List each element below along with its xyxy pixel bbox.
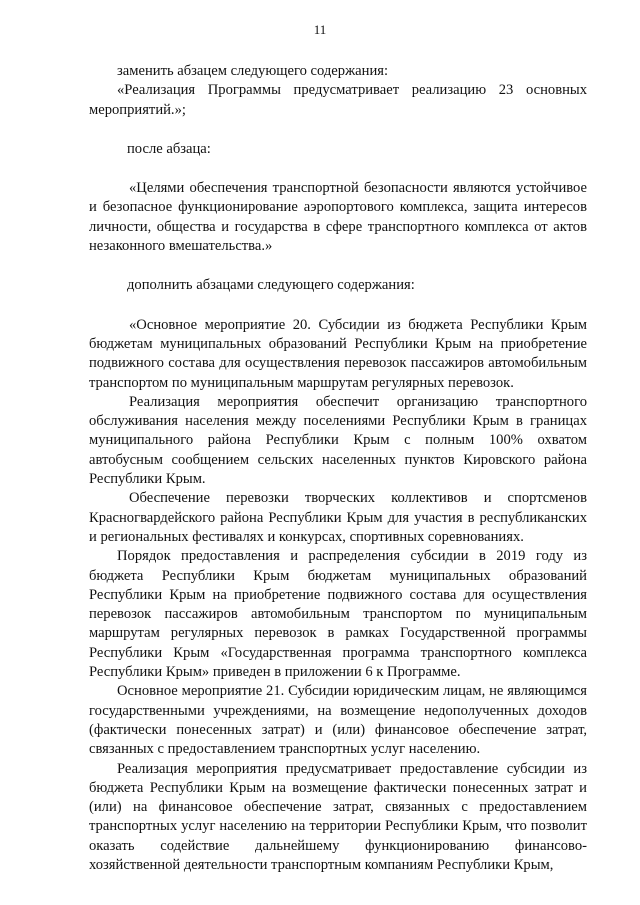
quote-transport-security: «Целями обеспечения транспортной безопасности являются устойчивое и безопасное функционирование аэропортового комплекса, защита интересов личности, общества и государства в сфере транспортного комплекса от актов незаконного вмешательства.» <box>89 180 587 255</box>
document-body <box>89 62 587 875</box>
measure-21-implementation: Реализация мероприятия предусматривает предоставление субсидии из бюджета Республики Крым на возмещение фактически понесенных затрат и (или) на финансовое обеспечение затрат, связанных с предоставлением транспортных услуг населению на территории Республики Крым, что позволит оказать содействие дальнейшему функционированию финансово-хозяйственной деятельности транспортным компаниям Республики Крым, <box>89 760 587 873</box>
measure-21-title: Основное мероприятие 21. Субсидии юридическим лицам, не являющимся государственными учреждениями, на возмещение недополученных доходов (фактически понесенных затрат) и (или) финансовое обеспечение затрат, связанных с предоставлением транспортных услуг населению. <box>89 683 587 758</box>
instruction-supplement: дополнить абзацами следующего содержания: <box>127 277 415 294</box>
measure-20-transport-groups: Обеспечение перевозки творческих коллективов и спортсменов Красногвардейского района Республики Крым для участия в республиканских и региональных фестивалях и конкурсах, спортивных соревнованиях. <box>89 490 587 545</box>
measure-20-subsidy-procedure: Порядок предоставления и распределения субсидии в 2019 году из бюджета Республики Крым бюджетам муниципальных образований Республики Крым на приобретение подвижного состава для осуществления перевозок пассажиров автомобильным транспортом по муниципальным маршрутам регулярных перевозок в рамках Государственной программы Республики Крым «Государственная программа транспортного комплекса Республики Крым» приведен в приложении 6 к Программе. <box>89 548 587 681</box>
instruction-replace: заменить абзацем следующего содержания: <box>117 63 389 79</box>
quote-program-measures: «Реализация Программы предусматривает реализацию 23 основных мероприятий.»; <box>89 82 587 118</box>
page-number: 11 <box>313 22 327 37</box>
measure-20-implementation: Реализация мероприятия обеспечит организацию транспортного обслуживания населения между поселениями Республики Крым в границах муниципального района Республики Крым с полным 100% охватом автобусным сообщением сельских населенных пунктов Кировского района Республики Крым. <box>89 393 587 488</box>
instruction-after-paragraph: после абзаца: <box>127 140 211 157</box>
measure-20-title: «Основное мероприятие 20. Субсидии из бюджета Республики Крым бюджетам муниципальных образований Республики Крым на приобретение подвижного состава для осуществления перевозок пассажиров автомобильным транспортом по муниципальным маршрутам регулярных перевозок. <box>89 316 587 391</box>
